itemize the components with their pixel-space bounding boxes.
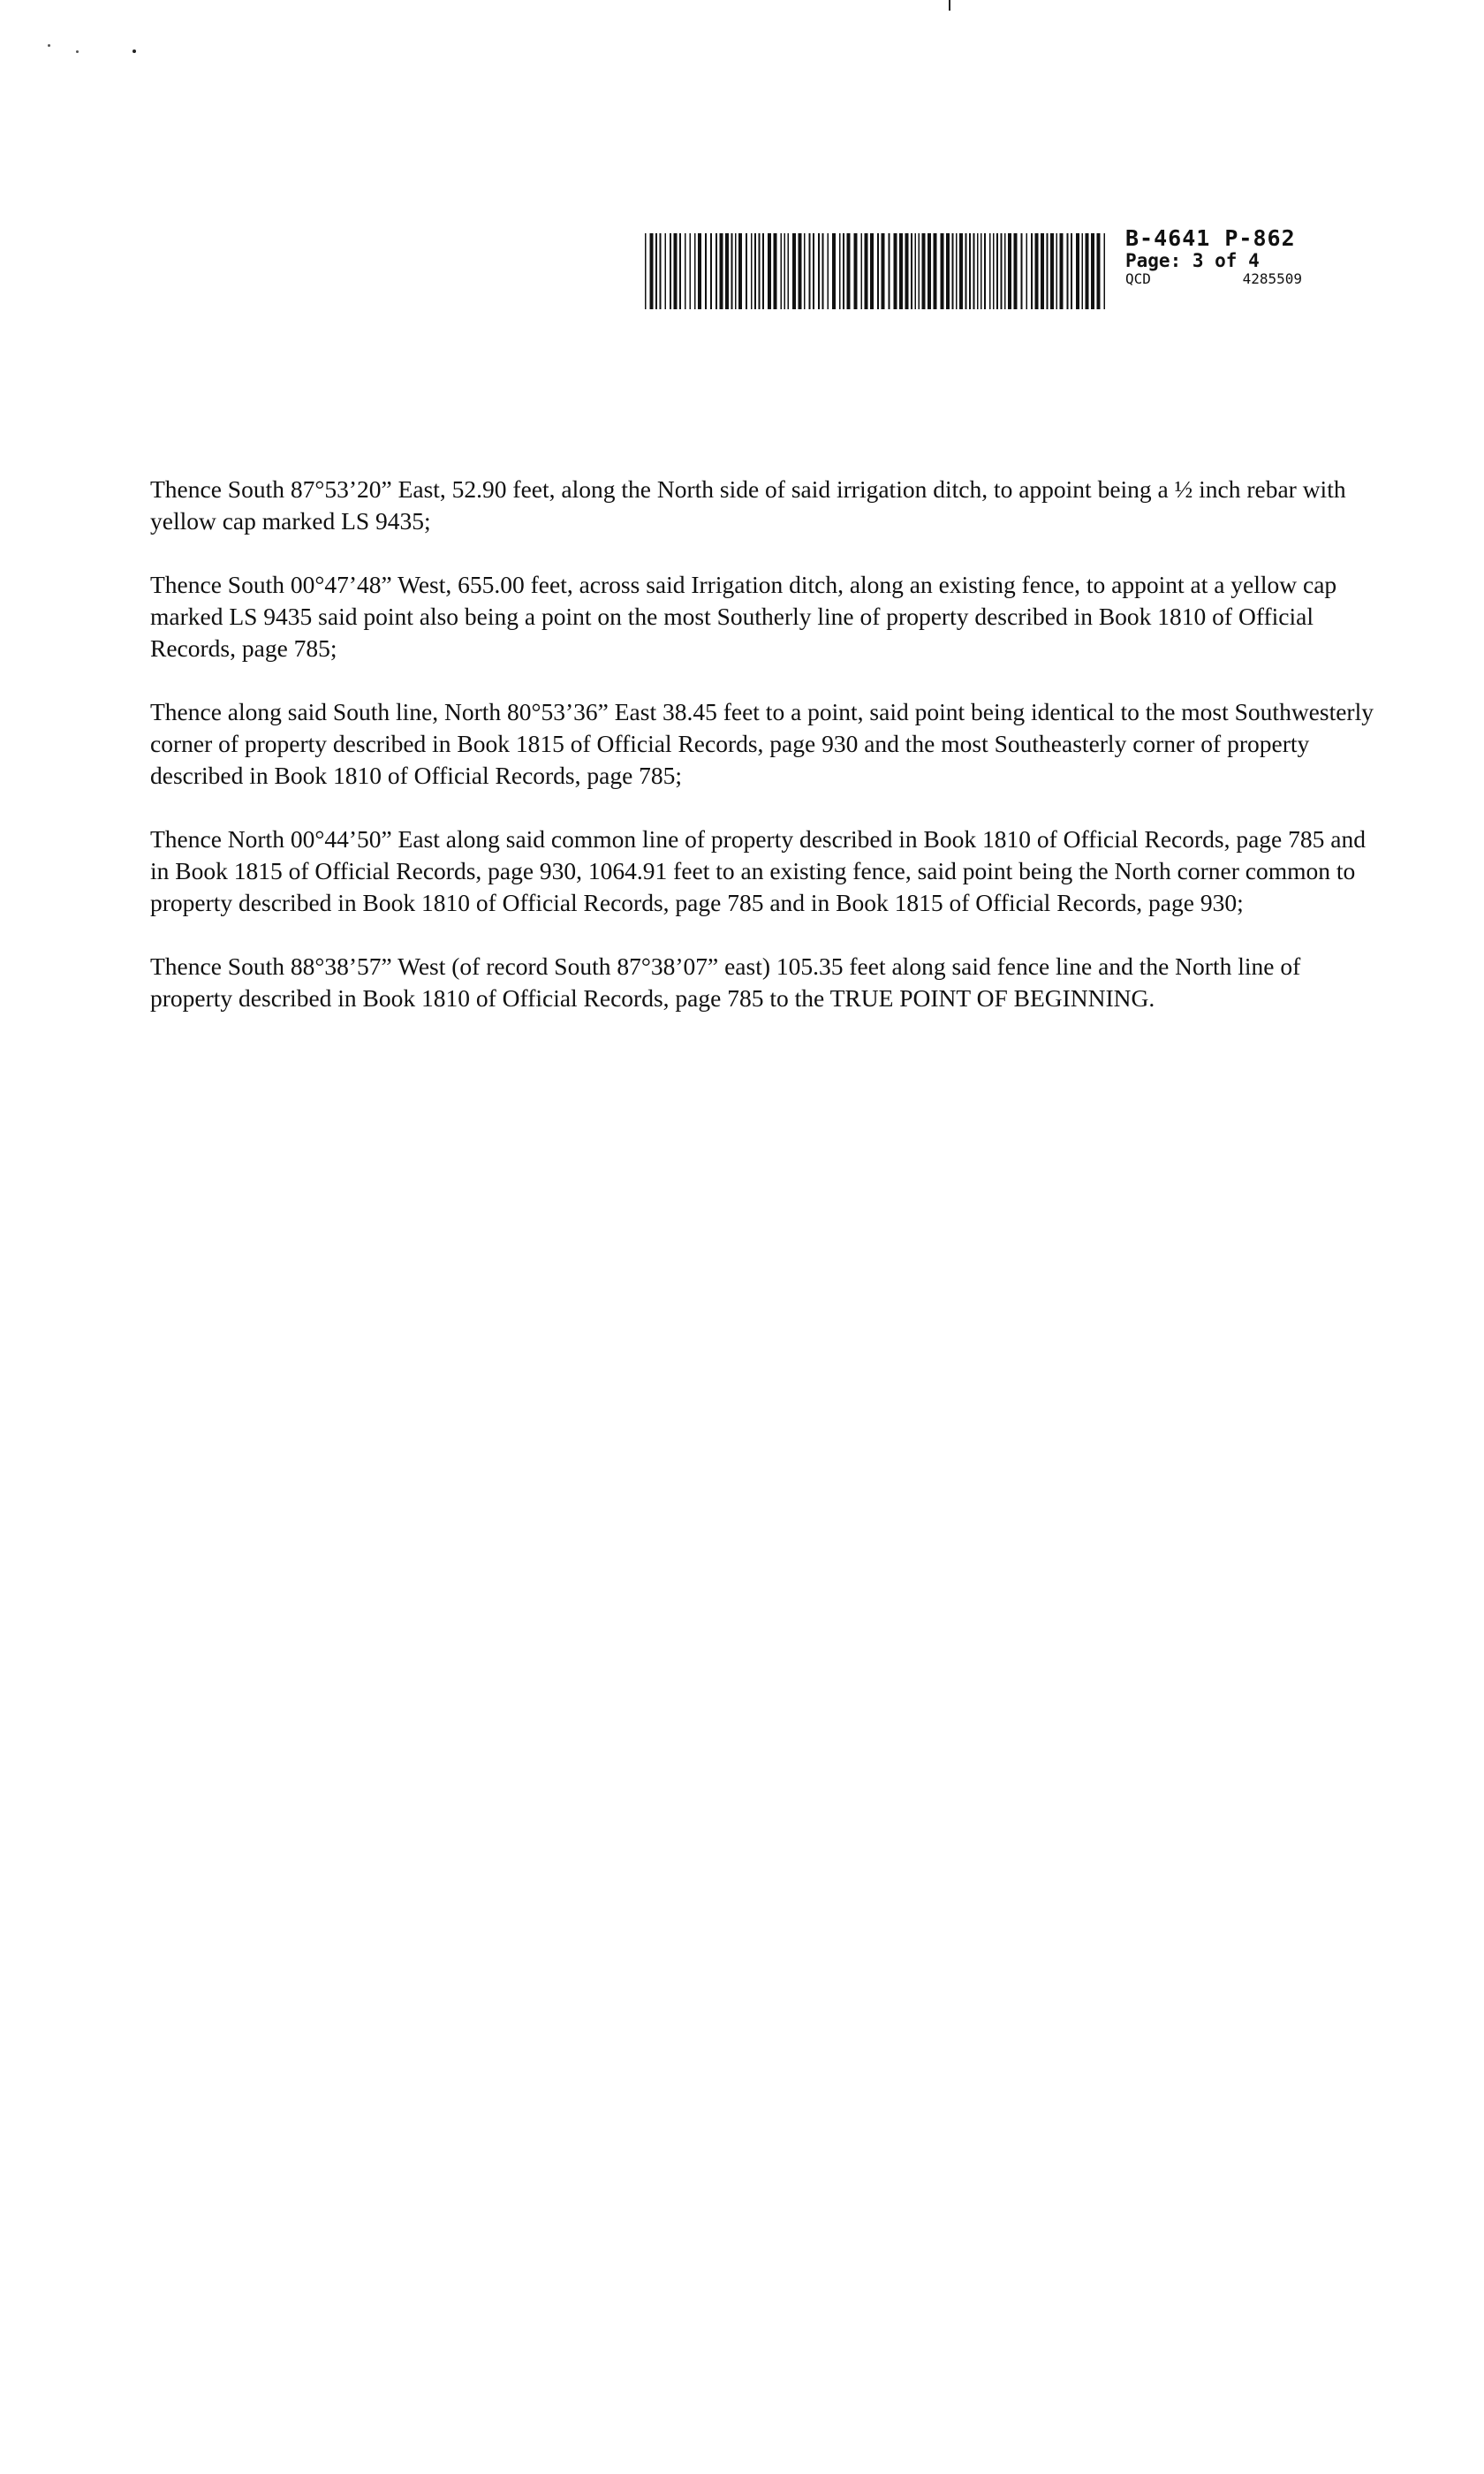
recording-stamp [645, 226, 1316, 311]
paragraph: Thence along said South line, North 80°53’36” East 38.45 feet to a point, said point being identical to the most Southwesterly corner of property described in Book 1815 of Official Records, page 930 and the most Southeasterly corner of property described in Book 1810 of Official Records, page 785; [150, 698, 1374, 789]
stamp-info [1125, 226, 1320, 288]
paragraph: Thence North 00°44’50” East along said common line of property described in Book 1810 of Official Records, page 785 and in Book 1815 of Official Records, page 930, 1064.91 feet to an existing fence, said point being the North corner common to property described in Book 1810 of Official Records, page 785 and in Book 1815 of Official Records, page 930; [150, 825, 1366, 916]
paragraph: Thence South 00°47’48” West, 655.00 feet, across said Irrigation ditch, along an existing fence, to appoint at a yellow cap marked LS 9435 said point also being a point on the most Southerly line of property described in Book 1810 of Official Records, page 785; [150, 571, 1337, 662]
reception-number: 4285509 [1242, 270, 1302, 287]
scan-speck [76, 50, 79, 53]
scan-speck [132, 49, 136, 53]
paragraph: Thence South 87°53’20” East, 52.90 feet, along the North side of said irrigation ditch, to appoint being a ½ inch rebar with yellow cap marked LS 9435; [150, 475, 1346, 535]
book-page-number: B-4641 P-862 [1125, 225, 1296, 251]
barcode-icon [645, 233, 1111, 309]
paragraph: Thence South 88°38’57” West (of record South 87°38’07” east) 105.35 feet along said fence line and the North line of property described in Book 1810 of Official Records, page 785 to the TRUE POINT OF BEGINNING. [150, 952, 1301, 1012]
scan-speck [48, 44, 50, 47]
scan-artifact [949, 0, 950, 11]
stamp-footer [1125, 270, 1302, 288]
document-type: QCD [1125, 270, 1151, 287]
page-count: Page: 3 of 4 [1125, 250, 1260, 271]
legal-description [150, 474, 1378, 1046]
